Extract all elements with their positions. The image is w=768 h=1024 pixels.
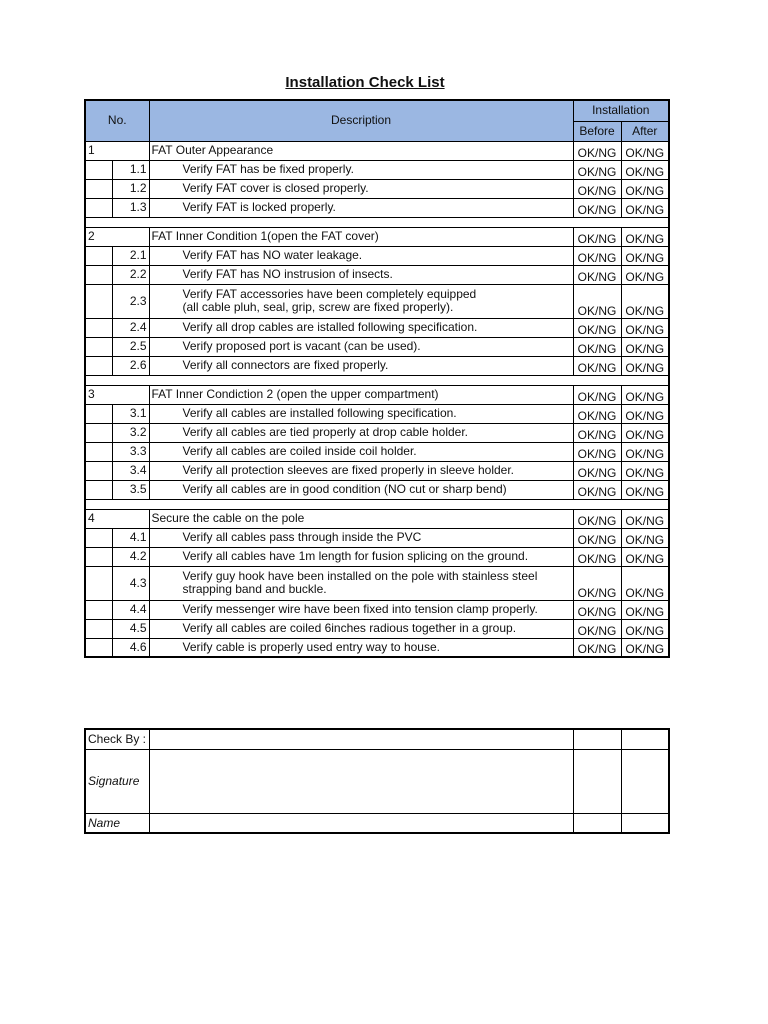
section-number: 1 [85,141,149,160]
section-spacer [85,217,669,227]
before-status[interactable]: OK/NG [573,385,621,404]
before-status[interactable]: OK/NG [573,600,621,619]
item-number: 4.2 [112,547,149,566]
indent-cell [85,284,112,318]
item-number: 1.1 [112,160,149,179]
indent-cell [85,423,112,442]
indent-cell [85,160,112,179]
item-text: Verify all cables pass through inside the PVC [182,530,422,544]
before-status[interactable]: OK/NG [573,404,621,423]
item-number: 3.5 [112,480,149,499]
item-text: Verify FAT is locked properly. [182,200,336,214]
item-row [85,246,669,265]
before-status[interactable]: OK/NG [573,284,621,318]
item-description [149,337,573,356]
item-number: 1.3 [112,198,149,217]
item-description [149,284,573,318]
item-row [85,337,669,356]
item-number: 3.4 [112,461,149,480]
check-by-after-field[interactable] [621,729,669,749]
before-status[interactable]: OK/NG [573,423,621,442]
section-title: Secure the cable on the pole [149,509,573,528]
section-number: 4 [85,509,149,528]
item-row [85,179,669,198]
item-text: Verify FAT has NO water leakage. [182,248,363,262]
checklist-table [84,99,670,658]
signature-label: Signature [85,749,149,813]
check-by-before-field[interactable] [573,729,621,749]
section-row [85,227,669,246]
item-text: Verify all cables are coiled inside coil holder. [182,444,417,458]
before-status[interactable]: OK/NG [573,227,621,246]
indent-cell [85,547,112,566]
section-row [85,509,669,528]
name-field[interactable] [149,813,573,833]
item-description [149,198,573,217]
item-text-line2: (all cable pluh, seal, grip, screw are fixed properly). [182,300,454,314]
item-row [85,318,669,337]
after-status[interactable]: OK/NG [621,619,669,638]
spacer-cell [85,217,669,227]
item-description [149,423,573,442]
item-row [85,461,669,480]
item-text: Verify all cables are installed following specification. [182,406,457,420]
item-row [85,265,669,284]
item-number: 2.6 [112,356,149,375]
indent-cell [85,265,112,284]
indent-cell [85,566,112,600]
item-row [85,638,669,657]
item-row [85,284,669,318]
indent-cell [85,337,112,356]
after-status[interactable]: OK/NG [621,638,669,657]
after-status[interactable]: OK/NG [621,566,669,600]
item-number: 2.3 [112,284,149,318]
header-before: Before [573,121,621,141]
item-description [149,246,573,265]
section-number: 2 [85,227,149,246]
before-status[interactable]: OK/NG [573,528,621,547]
signature-before-field[interactable] [573,749,621,813]
item-text: Verify all connectors are fixed properly. [182,358,389,372]
after-status[interactable]: OK/NG [621,160,669,179]
item-text: Verify FAT accessories have been completely equipped [182,287,477,301]
item-description [149,566,573,600]
item-number: 3.3 [112,442,149,461]
signature-after-field[interactable] [621,749,669,813]
spacer-cell [85,499,669,509]
item-row [85,404,669,423]
item-number: 1.2 [112,179,149,198]
after-status[interactable]: OK/NG [621,461,669,480]
item-description [149,600,573,619]
spacer-cell [85,375,669,385]
section-row [85,141,669,160]
item-description [149,160,573,179]
item-number: 4.1 [112,528,149,547]
after-status[interactable]: OK/NG [621,337,669,356]
before-status[interactable]: OK/NG [573,356,621,375]
item-row [85,423,669,442]
item-text: Verify guy hook have been installed on the pole with stainless steel [182,569,538,583]
item-description [149,461,573,480]
after-status[interactable]: OK/NG [621,141,669,160]
item-number: 2.1 [112,246,149,265]
check-by-field[interactable] [149,729,573,749]
item-number: 3.2 [112,423,149,442]
indent-cell [85,619,112,638]
indent-cell [85,442,112,461]
item-row [85,566,669,600]
before-status[interactable]: OK/NG [573,198,621,217]
item-text: Verify proposed port is vacant (can be used). [182,339,421,353]
indent-cell [85,638,112,657]
before-status[interactable]: OK/NG [573,442,621,461]
before-status[interactable]: OK/NG [573,480,621,499]
item-text: Verify all drop cables are istalled following specification. [182,320,478,334]
indent-cell [85,246,112,265]
before-status[interactable]: OK/NG [573,461,621,480]
before-status[interactable]: OK/NG [573,318,621,337]
before-status[interactable]: OK/NG [573,141,621,160]
checklist-body [85,100,669,657]
item-row [85,619,669,638]
after-status[interactable]: OK/NG [621,246,669,265]
item-number: 4.5 [112,619,149,638]
indent-cell [85,318,112,337]
signature-field[interactable] [149,749,573,813]
indent-cell [85,356,112,375]
item-text: Verify all cables are coiled 6inches radious together in a group. [182,621,517,635]
item-number: 4.4 [112,600,149,619]
check-by-table [84,728,670,834]
name-before-field[interactable] [573,813,621,833]
section-title: FAT Inner Condiction 2 (open the upper compartment) [149,385,573,404]
item-description [149,638,573,657]
header-installation: Installation [573,100,669,121]
name-label: Name [85,813,149,833]
after-status[interactable]: OK/NG [621,356,669,375]
before-status[interactable]: OK/NG [573,160,621,179]
before-status[interactable]: OK/NG [573,547,621,566]
header-no: No. [85,100,149,141]
indent-cell [85,179,112,198]
item-description [149,265,573,284]
item-text: Verify FAT has be fixed properly. [182,162,354,176]
item-number: 2.4 [112,318,149,337]
item-text: Verify messenger wire have been fixed into tension clamp properly. [182,602,538,616]
item-description [149,179,573,198]
item-description [149,318,573,337]
item-description [149,547,573,566]
indent-cell [85,480,112,499]
before-status[interactable]: OK/NG [573,337,621,356]
item-row [85,198,669,217]
before-status[interactable]: OK/NG [573,179,621,198]
before-status[interactable]: OK/NG [573,265,621,284]
item-row [85,600,669,619]
item-text: Verify FAT has NO instrusion of insects. [182,267,393,281]
after-status[interactable]: OK/NG [621,404,669,423]
after-status[interactable]: OK/NG [621,179,669,198]
item-number: 4.6 [112,638,149,657]
section-spacer [85,499,669,509]
item-text: Verify FAT cover is closed properly. [182,181,369,195]
after-status[interactable]: OK/NG [621,423,669,442]
item-text: Verify cable is properly used entry way to house. [182,639,440,654]
item-row [85,442,669,461]
after-status[interactable]: OK/NG [621,284,669,318]
item-text-line2: strapping band and buckle. [182,582,327,596]
item-description [149,442,573,461]
item-number: 3.1 [112,404,149,423]
item-number: 2.5 [112,337,149,356]
after-status[interactable]: OK/NG [621,265,669,284]
item-row [85,356,669,375]
after-status[interactable]: OK/NG [621,198,669,217]
after-status[interactable]: OK/NG [621,547,669,566]
item-text: Verify all cables are in good condition (NO cut or sharp bend) [182,482,507,496]
section-number: 3 [85,385,149,404]
section-title: FAT Inner Condition 1(open the FAT cover) [149,227,573,246]
after-status[interactable]: OK/NG [621,385,669,404]
name-after-field[interactable] [621,813,669,833]
section-title: FAT Outer Appearance [149,141,573,160]
item-row [85,480,669,499]
before-status[interactable]: OK/NG [573,566,621,600]
after-status[interactable]: OK/NG [621,528,669,547]
section-row [85,385,669,404]
item-number: 4.3 [112,566,149,600]
section-spacer [85,375,669,385]
item-description [149,480,573,499]
after-status[interactable]: OK/NG [621,600,669,619]
item-row [85,528,669,547]
after-status[interactable]: OK/NG [621,480,669,499]
before-status[interactable]: OK/NG [573,509,621,528]
item-description [149,404,573,423]
header-description: Description [149,100,573,141]
before-status[interactable]: OK/NG [573,619,621,638]
indent-cell [85,461,112,480]
page-title: Installation Check List [285,74,445,91]
check-by-label: Check By : [85,729,149,749]
item-row [85,547,669,566]
item-description [149,619,573,638]
after-status[interactable]: OK/NG [621,442,669,461]
item-text: Verify all cables are tied properly at drop cable holder. [182,425,468,439]
indent-cell [85,528,112,547]
indent-cell [85,600,112,619]
item-description [149,356,573,375]
indent-cell [85,404,112,423]
item-text: Verify all protection sleeves are fixed properly in sleeve holder. [182,463,515,477]
before-status[interactable]: OK/NG [573,246,621,265]
item-row [85,160,669,179]
after-status[interactable]: OK/NG [621,509,669,528]
header-after: After [621,121,669,141]
after-status[interactable]: OK/NG [621,227,669,246]
item-description [149,528,573,547]
after-status[interactable]: OK/NG [621,318,669,337]
indent-cell [85,198,112,217]
item-text: Verify all cables have 1m length for fusion splicing on the ground. [182,549,529,563]
item-number: 2.2 [112,265,149,284]
before-status[interactable]: OK/NG [573,638,621,657]
